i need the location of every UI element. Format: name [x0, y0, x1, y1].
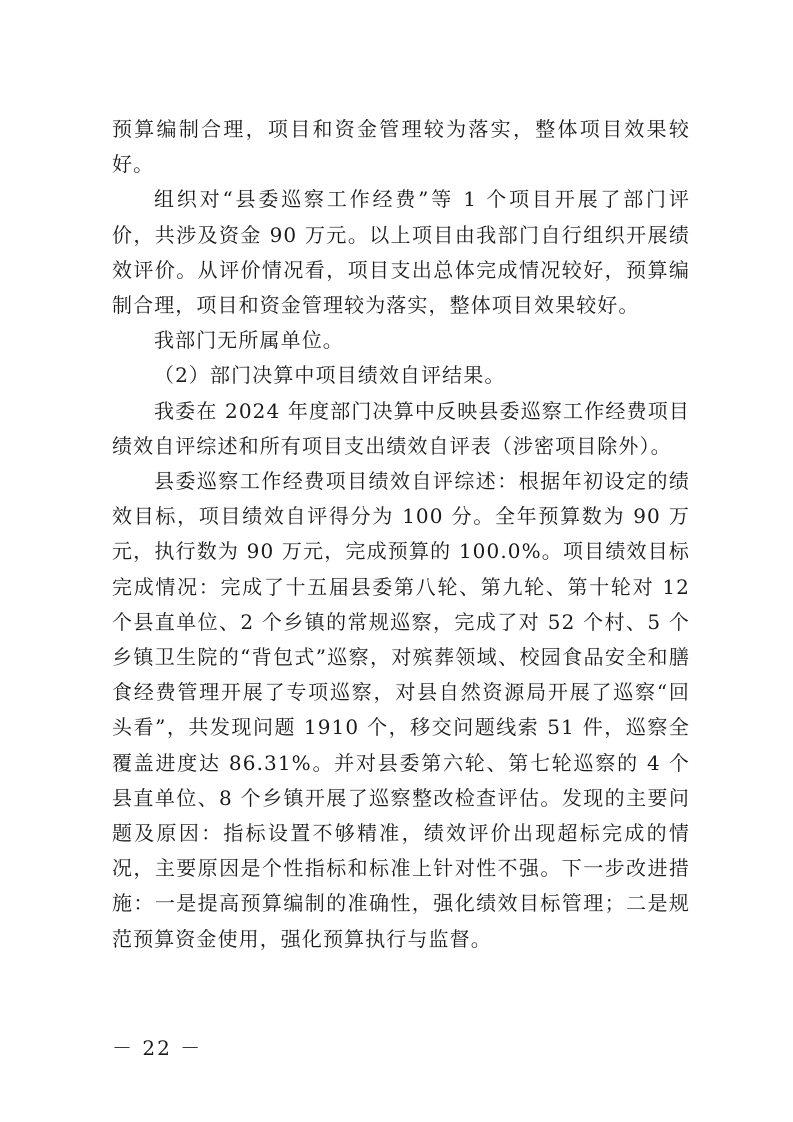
page-number: － 22 － — [112, 1036, 203, 1060]
paragraph-department-evaluation: 组织对“县委巡察工作经费”等 1 个项目开展了部门评价，共涉及资金 90 万元。以上项目由我部门自行组织开展绩效评价。从评价情况看，项目支出总体完成情况较好，预算编制合理，项目和资金管理较为落实，整体项目效果较好。 — [112, 187, 690, 318]
paragraph-no-subordinate-units: 我部门无所属单位。 — [154, 328, 344, 353]
paragraph-project-review: 县委巡察工作经费项目绩效自评综述：根据年初设定的绩效目标，项目绩效自评得分为 100 分。全年预算数为 90 万元，执行数为 90 万元，完成预算的 100.0%。项目绩效目标完成情况：完成了十五届县委第八轮、第九轮、第十轮对 12 个县直单位、2 个乡镇的常规巡察，完成了对 52 个村、5 个乡镇卫生院的“背包式”巡察，对殡葬领域、校园食品安全和膳食经费管理开展了专项巡察，对县自然资源局开展了巡察“回头看”，共发现问题 1910 个，移交问题线索 51 件，巡察全覆盖进度达 86.31%。并对县委第六轮、第七轮巡察的 4 个县直单位、8 个乡镇开展了巡察整改检查评估。发现的主要问题及原因：指标设置不够精准，绩效评价出现超标完成的情况，主要原因是个性指标和标准上针对性不强。下一步改进措施：一是提高预算编制的准确性，强化绩效目标管理；二是规范预算资金使用，强化预算执行与监督。 — [112, 469, 690, 951]
paragraph-budget-summary: 预算编制合理，项目和资金管理较为落实，整体项目效果较好。 — [112, 117, 690, 177]
section-heading-self-evaluation: （2）部门决算中项目绩效自评结果。 — [154, 363, 506, 388]
paragraph-final-accounts: 我委在 2024 年度部门决算中反映县委巡察工作经费项目绩效自评综述和所有项目支出绩效自评表（涉密项目除外）。 — [112, 398, 690, 458]
document-body — [112, 112, 690, 957]
